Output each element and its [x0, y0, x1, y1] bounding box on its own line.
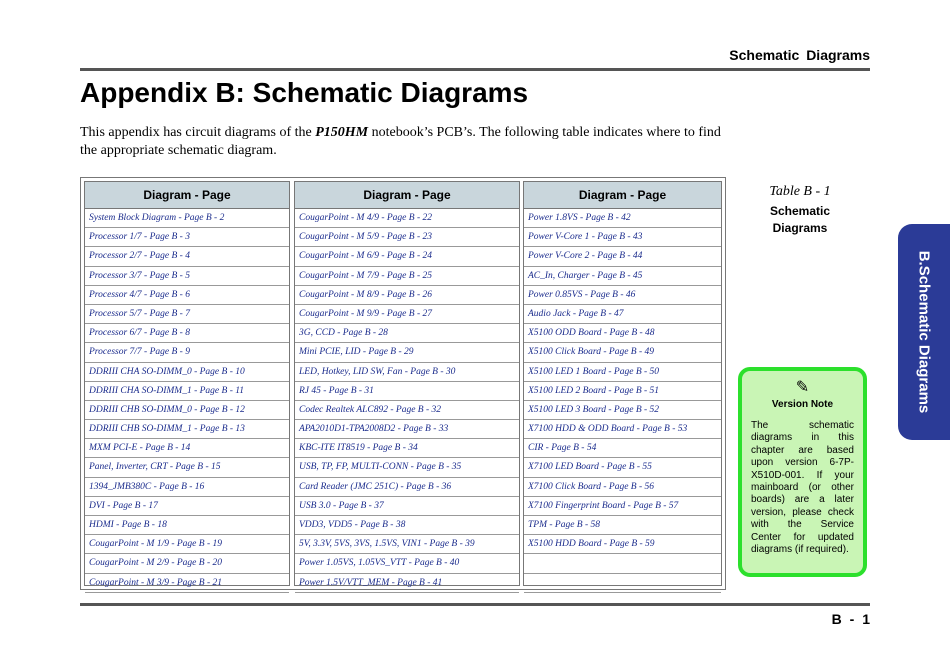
intro-before: This appendix has circuit diagrams of the — [80, 125, 316, 140]
column-header: Diagram - Page — [524, 182, 721, 209]
header-rule — [80, 68, 870, 71]
note-title: Version Note — [771, 399, 834, 410]
table-cell[interactable]: X5100 LED 1 Board - Page B - 50 — [524, 363, 721, 382]
table-cell[interactable]: DDRIII CHA SO-DIMM_0 - Page B - 10 — [85, 363, 289, 382]
side-tab-label: B.Schematic Diagrams — [915, 250, 933, 414]
table-cell[interactable]: RJ 45 - Page B - 31 — [295, 382, 519, 401]
table-cell[interactable]: Card Reader (JMC 251C) - Page B - 36 — [295, 478, 519, 497]
table-cell[interactable]: System Block Diagram - Page B - 2 — [85, 209, 289, 228]
model-name: P150HM — [315, 125, 369, 140]
table-cell[interactable]: Processor 3/7 - Page B - 5 — [85, 267, 289, 286]
intro-after: notebook’s PCB’s. The following table indicates where to find the appropriate schematic diagram. — [80, 125, 721, 158]
table-cell[interactable]: Processor 2/7 - Page B - 4 — [85, 247, 289, 266]
table-cell[interactable]: Power 1.5V/VTT_MEM - Page B - 41 — [295, 574, 519, 593]
table-cell[interactable]: CougarPoint - M 5/9 - Page B - 23 — [295, 228, 519, 247]
table-cell[interactable]: VDD3, VDD5 - Page B - 38 — [295, 516, 519, 535]
table-cell[interactable]: Power 1.05VS, 1.05VS_VTT - Page B - 40 — [295, 554, 519, 573]
table-cell[interactable]: LED, Hotkey, LID SW, Fan - Page B - 30 — [295, 363, 519, 382]
table-cell[interactable]: X5100 LED 2 Board - Page B - 51 — [524, 382, 721, 401]
table-cell[interactable]: DDRIII CHB SO-DIMM_0 - Page B - 12 — [85, 401, 289, 420]
table-cell[interactable]: CIR - Page B - 54 — [524, 439, 721, 458]
version-note-box — [738, 367, 867, 577]
table-cell[interactable]: CougarPoint - M 8/9 - Page B - 26 — [295, 286, 519, 305]
table-cell[interactable]: X7100 Fingerprint Board - Page B - 57 — [524, 497, 721, 516]
page-title: Appendix B: Schematic Diagrams — [80, 77, 529, 108]
table-cell[interactable]: CougarPoint - M 7/9 - Page B - 25 — [295, 267, 519, 286]
table-cell[interactable]: CougarPoint - M 9/9 - Page B - 27 — [295, 305, 519, 324]
table-cell[interactable]: HDMI - Page B - 18 — [85, 516, 289, 535]
table-cell[interactable]: Panel, Inverter, CRT - Page B - 15 — [85, 458, 289, 477]
table-cell[interactable]: X7100 HDD & ODD Board - Page B - 53 — [524, 420, 721, 439]
table-cell[interactable]: Power 1.8VS - Page B - 42 — [524, 209, 721, 228]
table-cell[interactable]: USB, TP, FP, MULTI-CONN - Page B - 35 — [295, 458, 519, 477]
table-cell[interactable]: MXM PCI-E - Page B - 14 — [85, 439, 289, 458]
table-cell[interactable]: AC_In, Charger - Page B - 45 — [524, 267, 721, 286]
column-header: Diagram - Page — [295, 182, 519, 209]
table-subtitle-line2: Diagrams — [772, 221, 828, 235]
table-cell[interactable]: 3G, CCD - Page B - 28 — [295, 324, 519, 343]
table-cell[interactable]: Processor 1/7 - Page B - 3 — [85, 228, 289, 247]
running-header: Schematic Diagrams — [729, 47, 870, 63]
table-cell[interactable]: APA2010D1-TPA2008D2 - Page B - 33 — [295, 420, 519, 439]
table-cell[interactable]: Processor 4/7 - Page B - 6 — [85, 286, 289, 305]
column-header: Diagram - Page — [85, 182, 289, 209]
table-cell[interactable]: Processor 5/7 - Page B - 7 — [85, 305, 289, 324]
table-cell[interactable]: Audio Jack - Page B - 47 — [524, 305, 721, 324]
table-cell[interactable]: X5100 HDD Board - Page B - 59 — [524, 535, 721, 554]
table-cell[interactable]: DDRIII CHA SO-DIMM_1 - Page B - 11 — [85, 382, 289, 401]
table-cell[interactable]: X7100 Click Board - Page B - 56 — [524, 478, 721, 497]
table-cell — [524, 574, 721, 593]
page-number: B - 1 — [831, 611, 870, 627]
table-cell[interactable]: Codec Realtek ALC892 - Page B - 32 — [295, 401, 519, 420]
table-cell[interactable]: DVI - Page B - 17 — [85, 497, 289, 516]
table-cell[interactable]: Power 0.85VS - Page B - 46 — [524, 286, 721, 305]
footer-rule — [80, 603, 870, 606]
table-cell[interactable]: 1394_JMB380C - Page B - 16 — [85, 478, 289, 497]
table-cell[interactable]: TPM - Page B - 58 — [524, 516, 721, 535]
intro-paragraph — [80, 124, 740, 160]
diagram-table — [80, 177, 726, 590]
table-cell[interactable]: Power V-Core 2 - Page B - 44 — [524, 247, 721, 266]
table-cell[interactable]: X5100 Click Board - Page B - 49 — [524, 343, 721, 362]
table-column-1 — [84, 181, 290, 586]
table-cell[interactable]: X5100 LED 3 Board - Page B - 52 — [524, 401, 721, 420]
table-cell[interactable]: Mini PCIE, LID - Page B - 29 — [295, 343, 519, 362]
table-cell[interactable]: CougarPoint - M 3/9 - Page B - 21 — [85, 574, 289, 593]
table-cell[interactable]: 5V, 3.3V, 5VS, 3VS, 1.5VS, VIN1 - Page B - 39 — [295, 535, 519, 554]
table-subtitle — [752, 203, 848, 237]
table-cell[interactable]: DDRIII CHB SO-DIMM_1 - Page B - 13 — [85, 420, 289, 439]
table-cell[interactable]: USB 3.0 - Page B - 37 — [295, 497, 519, 516]
table-cell[interactable]: X5100 ODD Board - Page B - 48 — [524, 324, 721, 343]
table-cell[interactable]: CougarPoint - M 4/9 - Page B - 22 — [295, 209, 519, 228]
table-cell[interactable]: CougarPoint - M 1/9 - Page B - 19 — [85, 535, 289, 554]
table-cell[interactable]: Processor 6/7 - Page B - 8 — [85, 324, 289, 343]
table-cell[interactable]: CougarPoint - M 2/9 - Page B - 20 — [85, 554, 289, 573]
table-cell[interactable]: KBC-ITE IT8519 - Page B - 34 — [295, 439, 519, 458]
section-side-tab — [898, 224, 950, 440]
table-number: Table B - 1 — [769, 184, 831, 199]
table-cell — [524, 554, 721, 573]
table-subtitle-line1: Schematic — [769, 204, 831, 218]
note-body: The schematic diagrams in this chapter are based upon version 6-7P-X510D-001. If your mainboard (or other boards) are a later version, please check with the Service Center for updated diagrams (if required). — [751, 420, 854, 556]
table-cell[interactable]: Processor 7/7 - Page B - 9 — [85, 343, 289, 362]
table-column-3 — [523, 181, 722, 586]
pencil-icon: ✎ — [795, 379, 810, 396]
table-cell[interactable]: CougarPoint - M 6/9 - Page B - 24 — [295, 247, 519, 266]
table-cell[interactable]: X7100 LED Board - Page B - 55 — [524, 458, 721, 477]
table-caption — [752, 184, 848, 237]
table-column-2 — [294, 181, 520, 586]
table-cell[interactable]: Power V-Core 1 - Page B - 43 — [524, 228, 721, 247]
